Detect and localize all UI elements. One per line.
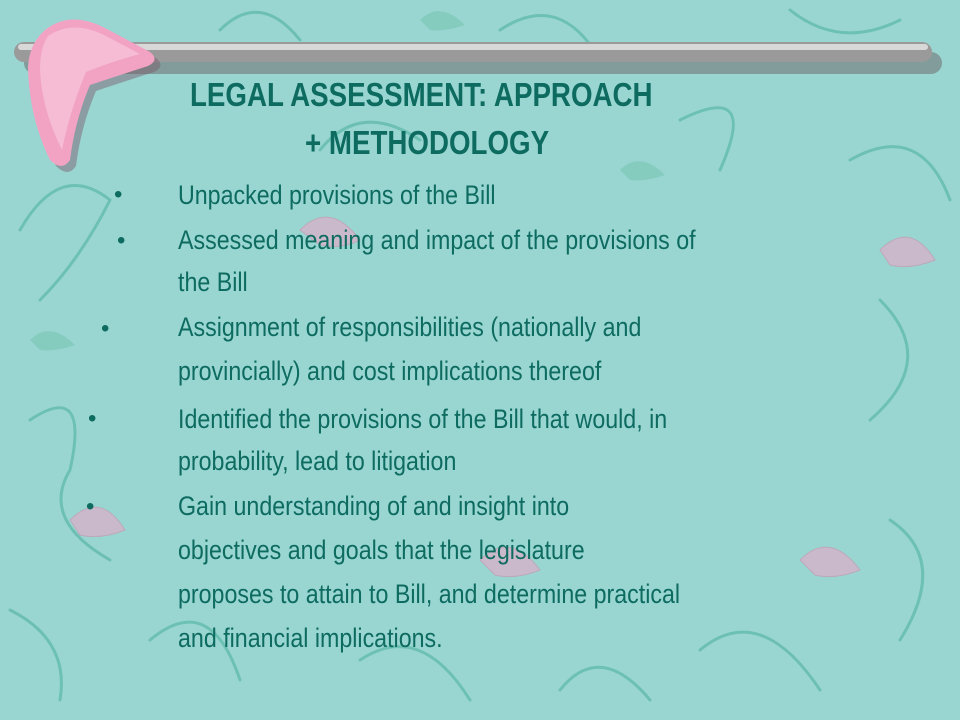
bullet-marker: •: [86, 493, 95, 520]
list-item-text: the Bill: [178, 267, 248, 297]
bullet-marker: •: [117, 227, 126, 254]
list-item-text: provincially) and cost implications thereof: [178, 356, 602, 386]
bullet-marker: •: [114, 181, 123, 208]
list-item-text: Unpacked provisions of the Bill: [178, 180, 496, 210]
list-item-text: objectives and goals that the legislature: [178, 535, 585, 565]
list-item-text: Identified the provisions of the Bill that would, in: [178, 404, 668, 434]
slide-title-line-1: LEGAL ASSESSMENT: APPROACH: [190, 76, 653, 113]
bullet-marker: •: [101, 315, 110, 342]
list-item-text: and financial implications.: [178, 623, 443, 653]
list-item-text: Assessed meaning and impact of the provisions of: [178, 225, 696, 255]
list-item-text: Assignment of responsibilities (nationally and: [178, 312, 642, 342]
bullet-marker: •: [88, 405, 97, 432]
list-item-text: Gain understanding of and insight into: [178, 491, 570, 521]
slide-title-line-2: + METHODOLOGY: [305, 124, 550, 161]
list-item-text: proposes to attain to Bill, and determine practical: [178, 579, 681, 609]
list-item-text: probability, lead to litigation: [178, 446, 457, 476]
